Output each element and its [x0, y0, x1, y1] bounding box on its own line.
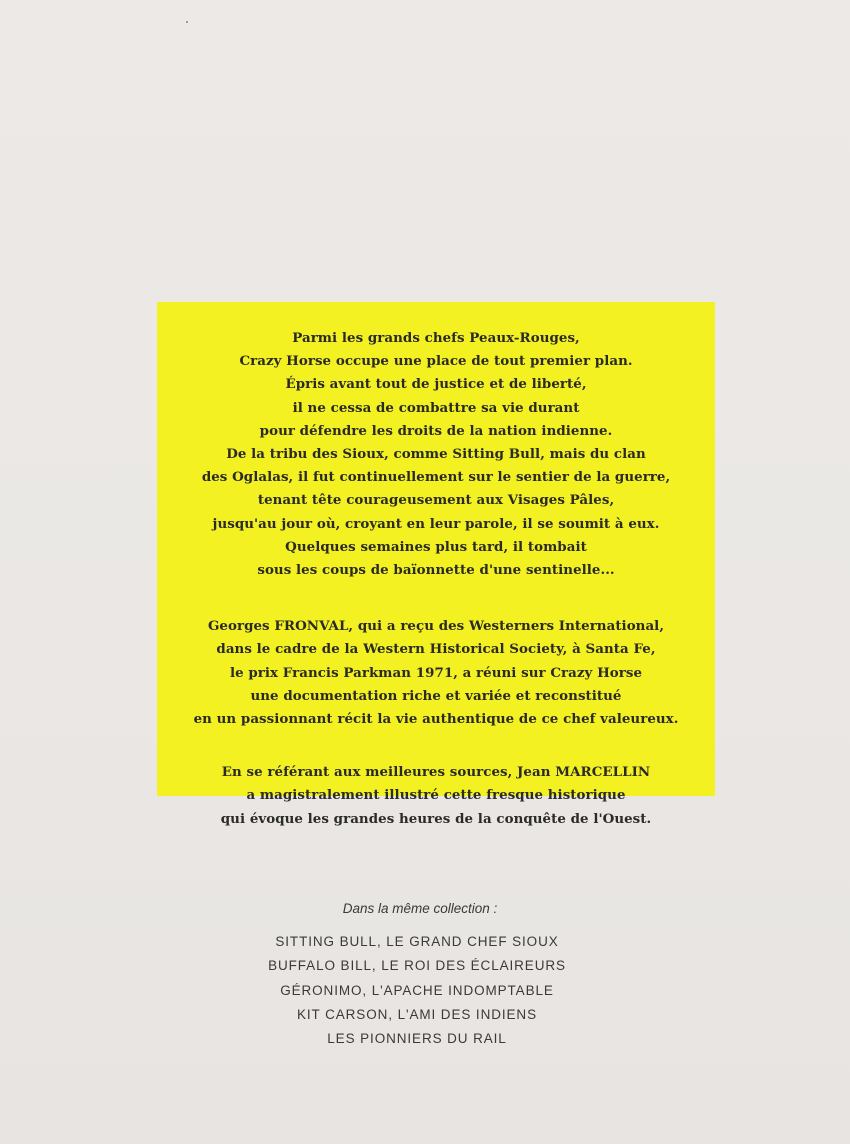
- blurb-paragraph-author: [157, 615, 715, 731]
- blurb-panel: [157, 302, 715, 827]
- blurb-line: Quelques semaines plus tard, il tombait: [285, 538, 587, 555]
- blurb-line: en un passionnant récit la vie authentique de ce chef valeureux.: [193, 711, 679, 728]
- blurb-line: sous les coups de baïonnette d'une sentinelle...: [257, 562, 615, 579]
- blurb-line: Épris avant tout de justice et de liberté,: [285, 376, 587, 393]
- blurb-line: une documentation riche et variée et reconstitué: [250, 687, 622, 704]
- blurb-paragraph-illustrator: [157, 761, 715, 831]
- blurb-line: Georges FRONVAL, qui a reçu des Westerners International,: [207, 618, 665, 635]
- blurb-line: dans le cadre de la Western Historical Society, à Santa Fe,: [216, 641, 656, 658]
- blurb-line: il ne cessa de combattre sa vie durant: [292, 399, 580, 416]
- blurb-line: des Oglalas, il fut continuellement sur le sentier de la guerre,: [201, 469, 671, 486]
- blurb-line: tenant tête courageusement aux Visages Pâles,: [257, 492, 615, 509]
- collection-section: [0, 900, 850, 1051]
- collection-heading: Dans la même collection :: [342, 901, 498, 916]
- blurb-line: a magistralement illustré cette fresque historique: [246, 787, 626, 804]
- paper-speck: [186, 21, 188, 23]
- blurb-line: De la tribu des Sioux, comme Sitting Bull, mais du clan: [226, 446, 646, 463]
- blurb-line: qui évoque les grandes heures de la conquête de l'Ouest.: [220, 810, 652, 827]
- collection-title: GÉRONIMO, L'APACHE INDOMPTABLE: [280, 982, 554, 998]
- collection-list: [0, 930, 850, 1051]
- collection-title: SITTING BULL, LE GRAND CHEF SIOUX: [275, 934, 559, 949]
- collection-title: LES PIONNIERS DU RAIL: [327, 1031, 507, 1047]
- blurb-paragraph-intro: [157, 327, 715, 582]
- collection-title: BUFFALO BILL, LE ROI DES ÉCLAIREURS: [268, 958, 566, 974]
- blurb-line: En se référant aux meilleures sources, Jean MARCELLIN: [221, 764, 651, 781]
- blurb-line: jusqu'au jour où, croyant en leur parole, il se soumit à eux.: [212, 515, 660, 532]
- blurb-line: Parmi les grands chefs Peaux-Rouges,: [292, 330, 580, 346]
- blurb-line: Crazy Horse occupe une place de tout premier plan.: [239, 353, 633, 370]
- blurb-line: le prix Francis Parkman 1971, a réuni sur Crazy Horse: [229, 664, 643, 681]
- collection-title: KIT CARSON, L'AMI DES INDIENS: [297, 1006, 537, 1022]
- blurb-line: pour défendre les droits de la nation indienne.: [259, 422, 613, 439]
